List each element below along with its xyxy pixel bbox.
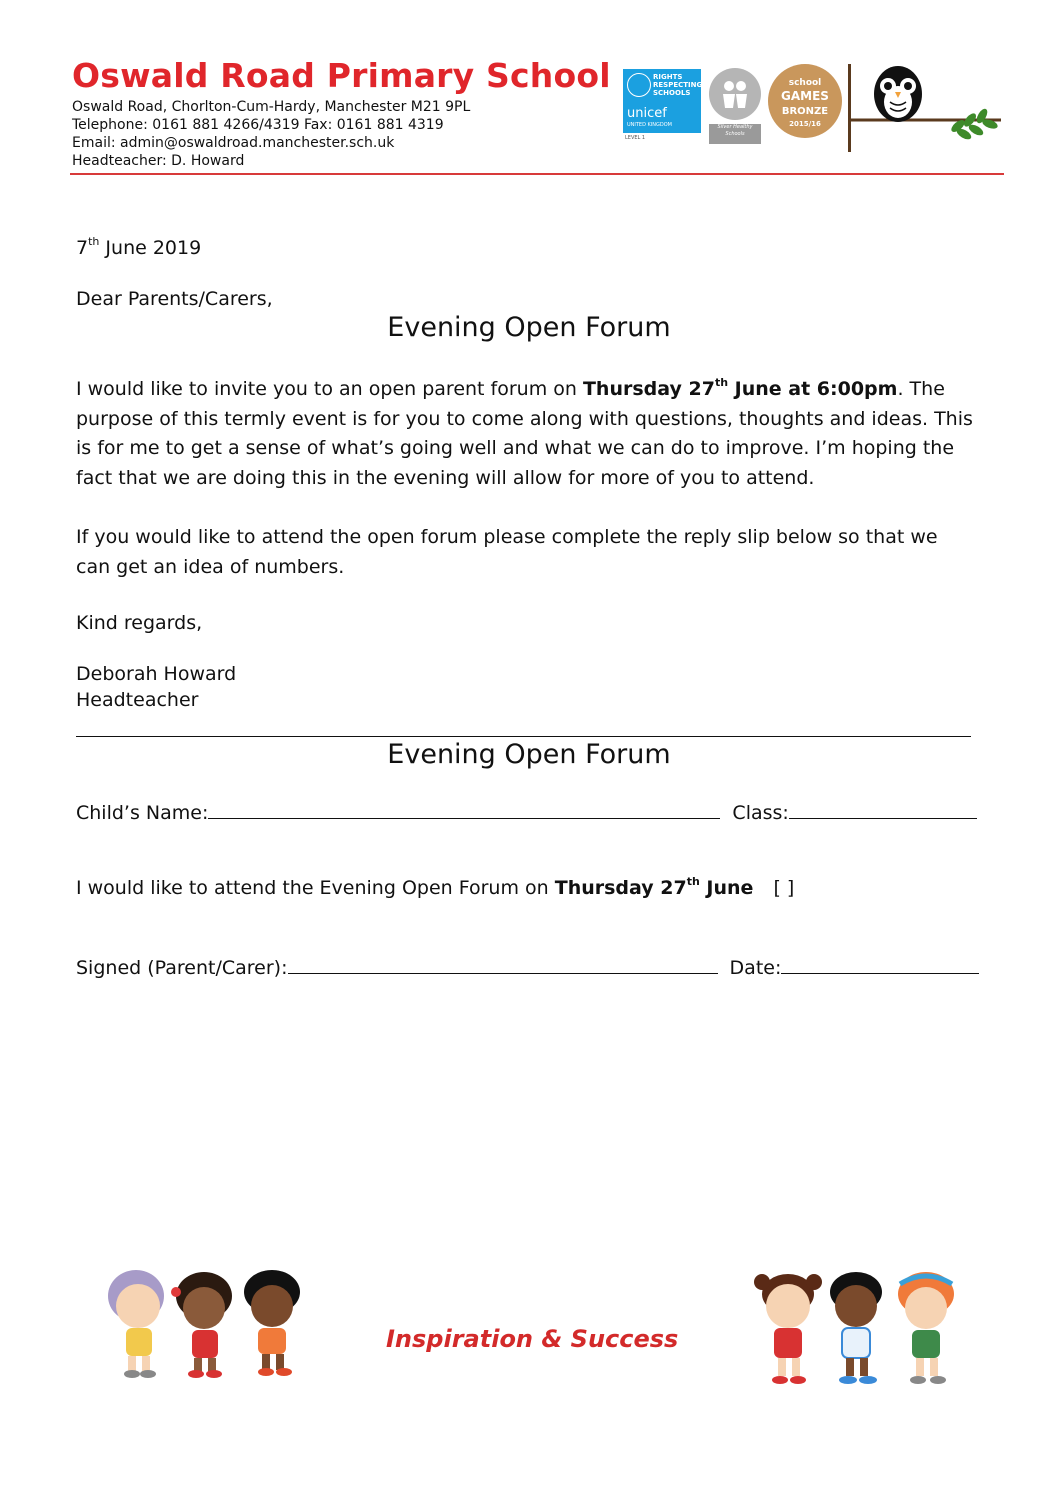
salutation: Dear Parents/Carers, <box>76 288 273 310</box>
paragraph-1 <box>76 375 976 493</box>
tear-off-divider <box>76 736 971 737</box>
rrs-level: LEVEL 1 <box>625 135 646 141</box>
unicef-subtitle: UNITED KINGDOM <box>627 122 672 128</box>
attend-bold-b: June <box>699 877 754 899</box>
globe-icon <box>627 73 651 97</box>
p1-event-date <box>582 375 898 400</box>
signed-row <box>76 955 979 979</box>
attend-checkbox[interactable]: [ ] <box>773 877 795 899</box>
children-illustration-right <box>748 1268 966 1390</box>
attend-bold-a: Thursday 27 <box>554 877 687 899</box>
school-games-bronze-badge <box>768 64 842 138</box>
silver-healthy-schools-caption <box>709 124 761 144</box>
school-telephone: Telephone: 0161 881 4266/4319 Fax: 0161 881 4319 <box>72 117 444 133</box>
children-illustration-left <box>96 1266 312 1382</box>
owl-on-branch-icon <box>846 62 1006 154</box>
school-email: Email: admin@oswaldroad.manchester.sch.uk <box>72 135 395 151</box>
rrs-line-1: RIGHTS <box>653 73 683 81</box>
rrs-line-2: RESPECTING <box>653 81 703 89</box>
children-figures-icon <box>709 68 761 120</box>
attend-row <box>76 874 795 899</box>
silver-caption-text: Silver Healthy Schools <box>717 124 753 137</box>
p1-bold-a: Thursday 27 <box>582 378 715 400</box>
paragraph-2: If you would like to attend the open forum please complete the reply slip below so that we can get an idea of numbers. <box>76 526 938 578</box>
rights-respecting-unicef-badge <box>623 69 701 133</box>
healthy-schools-badge <box>709 68 761 120</box>
date-label: Date: <box>729 957 782 979</box>
school-name: Oswald Road Primary School <box>72 56 611 95</box>
signature-field[interactable] <box>288 955 718 974</box>
class-label: Class: <box>732 802 789 824</box>
attend-text: I would like to attend the Evening Open Forum on <box>76 877 555 899</box>
p1-bold-sup: th <box>714 375 729 389</box>
signer-name: Deborah Howard <box>76 663 237 685</box>
signer-title: Headteacher <box>76 689 199 711</box>
attend-date <box>554 874 754 899</box>
slip-title: Evening Open Forum <box>387 739 671 770</box>
school-address: Oswald Road, Chorlton-Cum-Hardy, Manchester M21 9PL <box>72 99 471 115</box>
school-motto: Inspiration & Success <box>386 1325 679 1353</box>
child-name-label: Child’s Name: <box>76 802 209 824</box>
games-line-2: GAMES <box>781 89 829 103</box>
games-year: 2015/16 <box>789 120 821 128</box>
class-field[interactable] <box>789 800 977 819</box>
rrs-line-3: SCHOOLS <box>653 89 691 97</box>
date-field[interactable] <box>781 955 979 974</box>
p1-intro: I would like to invite you to an open parent forum on <box>76 378 583 400</box>
date-rest: June 2019 <box>99 237 202 259</box>
games-line-3: BRONZE <box>781 106 829 117</box>
games-line-1: school <box>788 78 822 88</box>
date-suffix: th <box>88 234 100 248</box>
attend-bold-sup: th <box>686 874 700 888</box>
letter-title: Evening Open Forum <box>387 312 671 343</box>
p1-rest: . The purpose of this termly event is for you to come along with questions, thoughts and ideas. This is for me to get a sense of what’s going well and what we can do to improve. I’m hoping the fact that we are doing this in the evening will allow for more of you to attend. <box>76 378 973 489</box>
p1-bold-b: June at 6:00pm <box>728 378 898 400</box>
letter-date <box>76 234 201 264</box>
date-day: 7 <box>76 237 89 259</box>
school-headteacher: Headteacher: D. Howard <box>72 153 245 169</box>
header-divider <box>70 173 1004 175</box>
signed-label: Signed (Parent/Carer): <box>76 957 288 979</box>
closing: Kind regards, <box>76 612 203 634</box>
unicef-wordmark: unicef <box>627 106 667 121</box>
child-name-field[interactable] <box>208 800 720 819</box>
child-name-row <box>76 800 977 824</box>
